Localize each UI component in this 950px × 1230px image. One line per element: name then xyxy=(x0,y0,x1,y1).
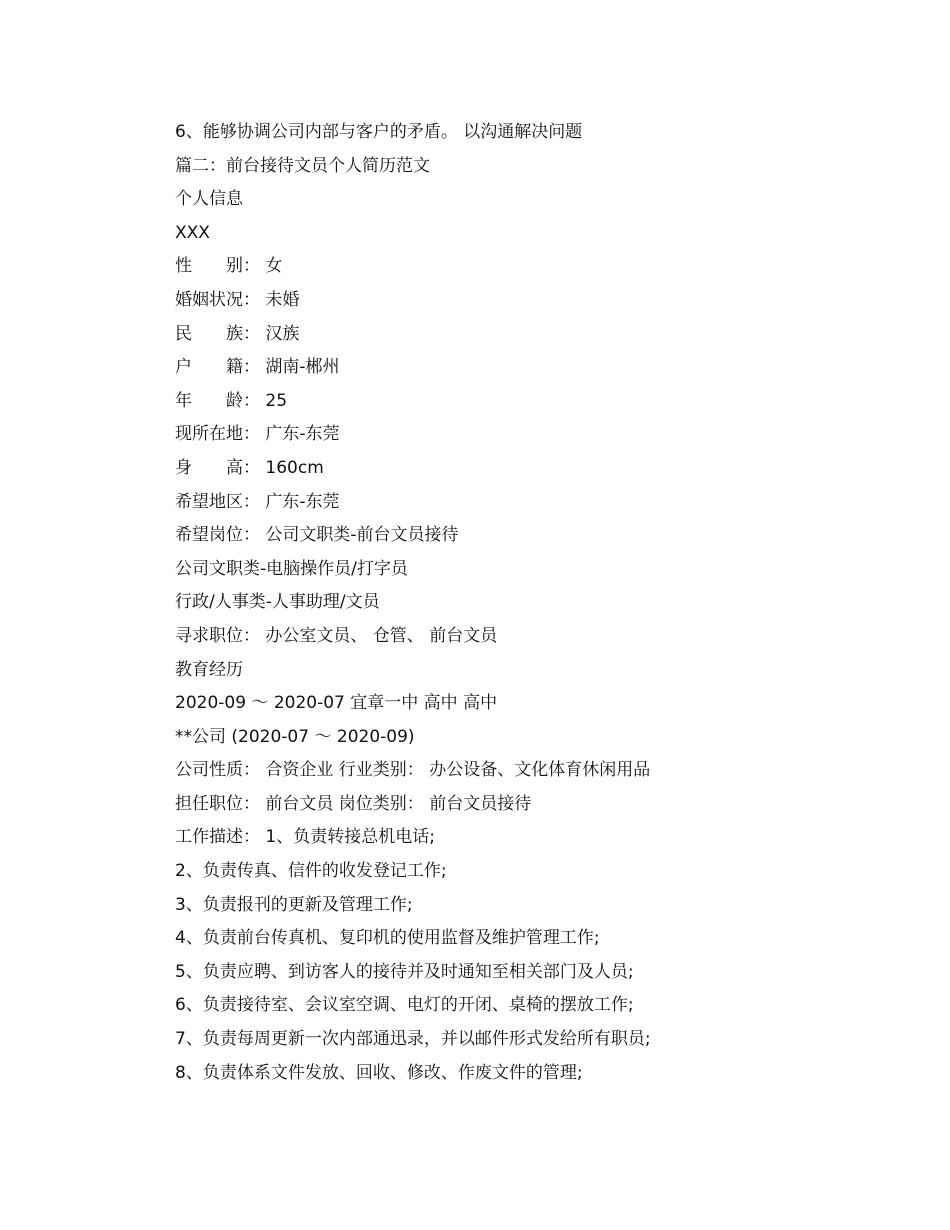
work-company: **公司 (2020-07 ～ 2020-09) xyxy=(175,726,415,747)
section-heading: 个人信息 xyxy=(175,189,243,210)
document-body xyxy=(175,116,915,1090)
list-item: 4、负责前台传真机、复印机的使用监督及维护管理工作; xyxy=(175,928,600,949)
list-item: 7、负责每周更新一次内部通迅录，并以邮件形式发给所有职员; xyxy=(175,1029,651,1050)
field-ethnicity: 民 族： 汉族 xyxy=(175,323,300,344)
field-job-title: 担任职位： 前台文员 岗位类别： 前台文员接待 xyxy=(175,793,532,814)
field-current-location: 现所在地： 广东-东莞 xyxy=(175,424,340,445)
field-desired-position: 希望岗位： 公司文职类-前台文员接待 xyxy=(175,525,459,546)
section-heading: 教育经历 xyxy=(175,659,243,680)
field-job-description: 工作描述： 1、负责转接总机电话; xyxy=(175,827,435,848)
text-line: 公司文职类-电脑操作员/打字员 xyxy=(175,558,408,579)
field-height: 身 高： 160cm xyxy=(175,457,324,478)
text-line: 行政/人事类-人事助理/文员 xyxy=(175,592,380,613)
list-item: 5、负责应聘、到访客人的接待并及时通知至相关部门及人员; xyxy=(175,961,634,982)
text-line: 6、能够协调公司内部与客户的矛盾。 以沟通解决问题 xyxy=(175,122,583,142)
section-heading: 篇二：前台接待文员个人简历范文 xyxy=(175,155,430,176)
list-item: 6、负责接待室、会议室空调、电灯的开闭、桌椅的摆放工作; xyxy=(175,995,634,1016)
list-item: 3、负责报刊的更新及管理工作; xyxy=(175,894,413,915)
field-age: 年 龄： 25 xyxy=(175,390,288,411)
field-marital-status: 婚姻状况： 未婚 xyxy=(175,289,300,310)
field-seeking-position: 寻求职位： 办公室文员、 仓管、 前台文员 xyxy=(175,625,498,646)
field-hometown: 户 籍： 湖南-郴州 xyxy=(175,357,340,378)
list-item: 2、负责传真、信件的收发登记工作; xyxy=(175,861,447,882)
field-gender: 性 别： 女 xyxy=(175,256,283,277)
field-company-type: 公司性质： 合资企业 行业类别： 办公设备、文化体育休闲用品 xyxy=(175,760,651,781)
name-line: XXX xyxy=(175,222,210,243)
list-item: 8、负责体系文件发放、回收、修改、作废文件的管理; xyxy=(175,1062,583,1083)
education-entry: 2020-09 ～ 2020-07 宜章一中 高中 高中 xyxy=(175,693,498,714)
field-desired-region: 希望地区： 广东-东莞 xyxy=(175,491,340,512)
